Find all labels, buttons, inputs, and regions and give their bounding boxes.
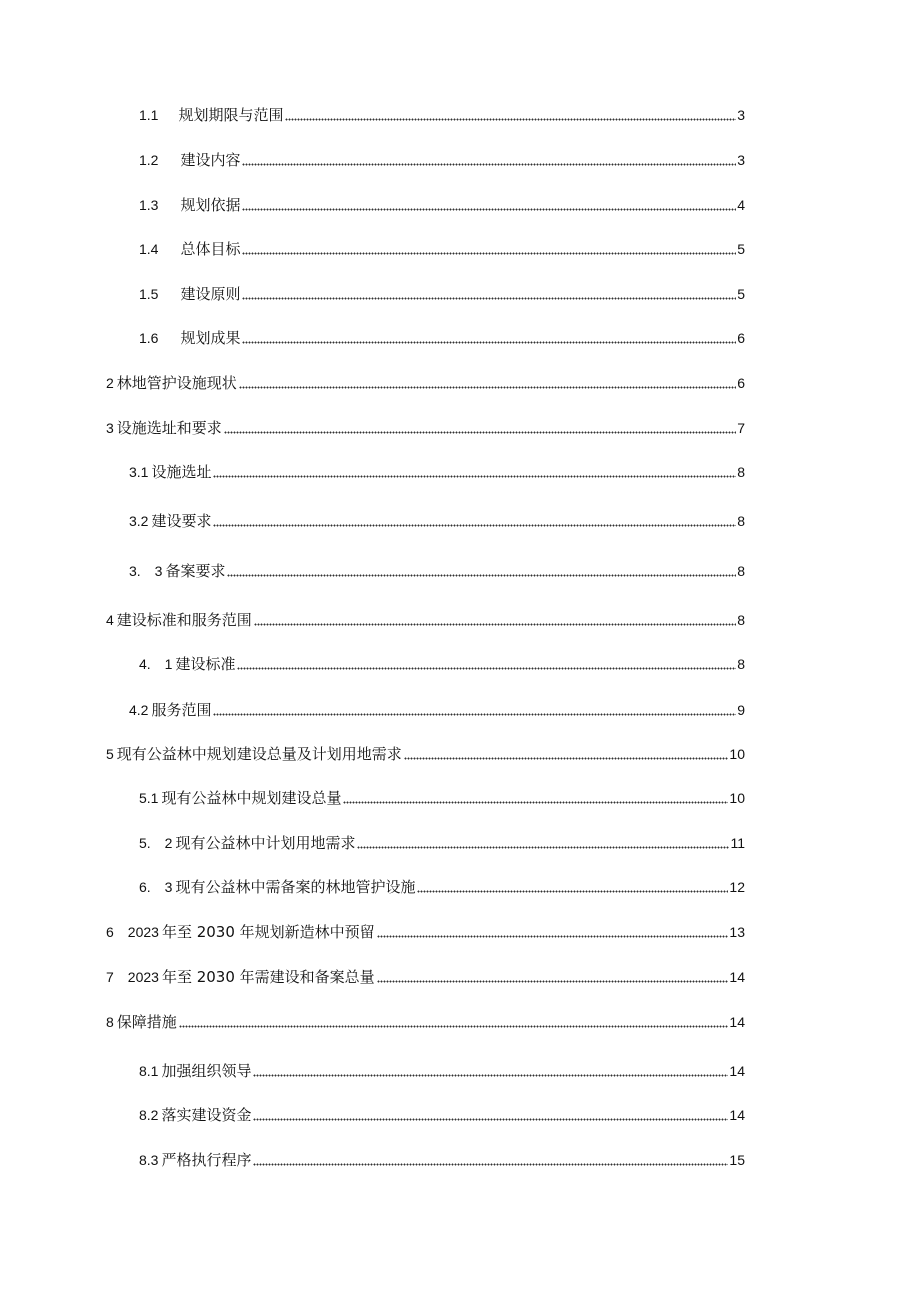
toc-entry-page-number: 13 [729, 924, 745, 940]
toc-entry-page-number: 15 [729, 1152, 745, 1168]
toc-entry-page-number: 7 [737, 420, 745, 436]
toc-entry-page-number: 4 [737, 197, 745, 213]
dot-leader [242, 249, 736, 255]
toc-entry-page-number: 6 [737, 375, 745, 391]
toc-entry-title: 规划期限与范围 [178, 106, 284, 124]
toc-entry-page-number: 14 [729, 1063, 745, 1079]
toc-entry-title: 现有公益林中需备案的林地管护设施 [175, 878, 416, 896]
toc-entry[interactable] [106, 372, 745, 394]
toc-entry[interactable] [106, 1011, 745, 1033]
toc-entry-title: 年至 2030 年规划新造林中预留 [161, 923, 375, 941]
toc-entry-page-number: 10 [729, 746, 745, 762]
toc-entry-page-number: 11 [730, 835, 745, 851]
toc-entry-number: 5.1 [139, 790, 159, 806]
toc-entry[interactable] [106, 417, 745, 439]
toc-entry-number: 4 [106, 612, 114, 628]
toc-entry-number: 4. 1 [139, 656, 173, 672]
toc-entry-number: 3 [106, 420, 114, 436]
toc-entry[interactable] [129, 510, 745, 532]
toc-entry-title: 建设原则 [180, 285, 241, 303]
toc-entry-title: 加强组织领导 [161, 1062, 252, 1080]
toc-entry-number: 8 [106, 1014, 114, 1030]
toc-entry-number: 2 [106, 375, 114, 391]
toc-entry-title: 保障措施 [116, 1013, 177, 1031]
dot-leader [254, 620, 736, 626]
toc-entry-number: 3. 3 [129, 563, 163, 579]
dot-leader [179, 1022, 729, 1028]
toc-entry-page-number: 12 [729, 879, 745, 895]
toc-entry-title: 服务范围 [151, 701, 212, 719]
toc-entry-number: 4.2 [129, 702, 149, 718]
toc-entry-number: 3.2 [129, 513, 149, 529]
toc-entry-page-number: 5 [737, 286, 745, 302]
toc-entry[interactable] [139, 283, 745, 305]
toc-entry[interactable] [139, 238, 745, 260]
toc-entry-page-number: 9 [737, 702, 745, 718]
toc-entry-title: 建设标准 [175, 655, 236, 673]
dot-leader [224, 428, 736, 434]
toc-entry-title: 建设标准和服务范围 [116, 611, 252, 629]
toc-entry-title: 现有公益林中规划建设总量 [161, 789, 342, 807]
dot-leader [417, 887, 728, 893]
dot-leader [242, 205, 736, 211]
toc-entry-number: 8.1 [139, 1063, 159, 1079]
toc-entry-number: 5 [106, 746, 114, 762]
toc-entry[interactable] [139, 327, 745, 349]
toc-entry-page-number: 14 [729, 1014, 745, 1030]
toc-entry[interactable] [139, 876, 745, 898]
toc-entry[interactable] [106, 743, 745, 765]
toc-entry-page-number: 5 [737, 241, 745, 257]
toc-entry-title: 规划成果 [180, 329, 241, 347]
toc-entry[interactable] [129, 461, 745, 483]
dot-leader [377, 932, 729, 938]
dot-leader [237, 664, 736, 670]
toc-entry-title: 建设内容 [180, 151, 241, 169]
dot-leader [242, 338, 736, 344]
toc-entry[interactable] [139, 149, 745, 171]
dot-leader [213, 472, 736, 478]
toc-entry[interactable] [139, 104, 745, 126]
toc-entry-title: 规划依据 [180, 196, 241, 214]
toc-entry-number: 6 2023 [106, 924, 159, 940]
toc-entry-title: 建设要求 [151, 512, 212, 530]
toc-entry-page-number: 3 [737, 152, 745, 168]
toc-entry-title: 设施选址 [151, 463, 212, 481]
toc-entry-number: 7 2023 [106, 969, 159, 985]
dot-leader [357, 843, 729, 849]
dot-leader [239, 383, 736, 389]
toc-entry[interactable] [106, 609, 745, 631]
toc-entry-number: 1.4 [139, 241, 159, 257]
toc-entry-page-number: 14 [729, 1107, 745, 1123]
toc-entry[interactable] [139, 194, 745, 216]
toc-entry-title: 现有公益林中规划建设总量及计划用地需求 [116, 745, 402, 763]
dot-leader [227, 571, 736, 577]
dot-leader [377, 977, 729, 983]
toc-entry-title: 总体目标 [180, 240, 241, 258]
dot-leader [253, 1071, 728, 1077]
dot-leader [343, 798, 728, 804]
toc-entry-page-number: 3 [737, 107, 745, 123]
toc-entry-title: 严格执行程序 [161, 1151, 252, 1169]
dot-leader [404, 754, 729, 760]
dot-leader [213, 710, 736, 716]
toc-entry-number: 1.6 [139, 330, 159, 346]
toc-entry[interactable] [139, 653, 745, 675]
toc-entry-number: 6. 3 [139, 879, 173, 895]
toc-entry-page-number: 6 [737, 330, 745, 346]
dot-leader [242, 160, 736, 166]
toc-entry[interactable] [139, 832, 745, 854]
dot-leader [253, 1160, 728, 1166]
toc-entry-page-number: 8 [737, 563, 745, 579]
toc-entry-page-number: 14 [729, 969, 745, 985]
toc-entry-title: 林地管护设施现状 [116, 374, 237, 392]
toc-entry-page-number: 8 [737, 612, 745, 628]
toc-entry[interactable] [139, 1104, 745, 1126]
toc-entry-page-number: 8 [737, 656, 745, 672]
toc-entry[interactable] [129, 699, 745, 721]
toc-entry-page-number: 8 [737, 513, 745, 529]
toc-entry-page-number: 8 [737, 464, 745, 480]
toc-entry[interactable] [129, 560, 745, 582]
dot-leader [242, 294, 736, 300]
toc-entry-number: 8.2 [139, 1107, 159, 1123]
toc-entry-number: 1.5 [139, 286, 159, 302]
toc-entry[interactable] [106, 921, 745, 943]
toc-entry[interactable] [106, 966, 745, 988]
toc-entry-number: 5. 2 [139, 835, 173, 851]
toc-entry-title: 备案要求 [165, 562, 226, 580]
toc-entry-number: 1.3 [139, 197, 159, 213]
toc-entry[interactable] [139, 1149, 745, 1171]
toc-entry-number: 1.1 [139, 107, 159, 123]
toc-entry[interactable] [139, 1060, 745, 1082]
toc-entry-title: 设施选址和要求 [116, 419, 222, 437]
toc-entry-number: 1.2 [139, 152, 159, 168]
toc-entry[interactable] [139, 787, 745, 809]
dot-leader [285, 115, 736, 121]
toc-entry-page-number: 10 [729, 790, 745, 806]
toc-entry-title: 现有公益林中计划用地需求 [175, 834, 356, 852]
toc-entry-number: 3.1 [129, 464, 149, 480]
dot-leader [213, 521, 736, 527]
dot-leader [253, 1115, 728, 1121]
toc-entry-title: 年至 2030 年需建设和备案总量 [161, 968, 375, 986]
toc-entry-number: 8.3 [139, 1152, 159, 1168]
toc-entry-title: 落实建设资金 [161, 1106, 252, 1124]
